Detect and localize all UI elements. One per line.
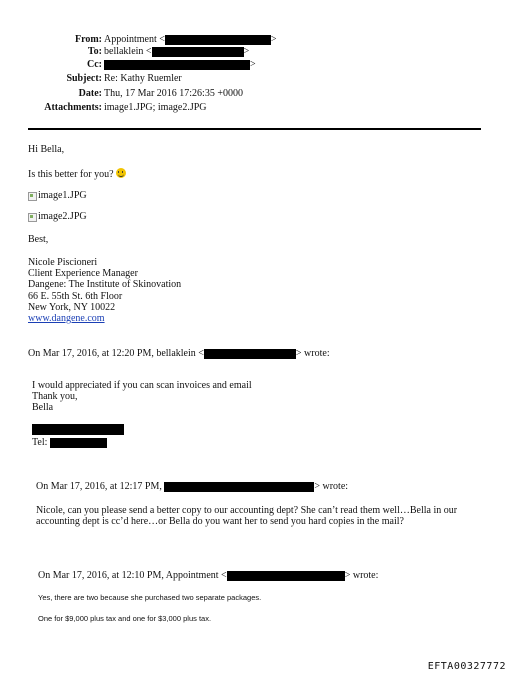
tel-label: Tel:: [32, 437, 48, 448]
to-end: >: [243, 46, 250, 57]
redaction-box: [32, 424, 124, 435]
header-divider: [28, 128, 481, 130]
quote3-line-2: One for $9,000 plus tax and one for $3,000 plus tax.: [38, 614, 212, 623]
date-value: Thu, 17 Mar 2016 17:26:35 +0000: [104, 88, 243, 99]
signature-company: Dangene: The Institute of Skinovation: [28, 279, 182, 290]
to-recipient: bellaklein <: [104, 46, 152, 57]
quote3-line-1: Yes, there are two because she purchased two separate packages.: [38, 593, 262, 602]
subject-label: Subject:: [66, 73, 102, 84]
smiley-emoji-icon: [116, 168, 126, 178]
broken-image-icon: [28, 213, 37, 222]
from-end: >: [270, 34, 277, 45]
signature-address-1: 66 E. 55th St. 6th Floor: [28, 291, 123, 302]
image1-name: image1.JPG: [38, 190, 87, 201]
attachments-value[interactable]: image1.JPG; image2.JPG: [104, 102, 207, 113]
to-value[interactable]: [104, 46, 249, 58]
image2-name: image2.JPG: [38, 211, 87, 222]
image1-attachment[interactable]: [28, 190, 87, 202]
redaction-box: [227, 571, 345, 581]
from-label: From:: [74, 34, 102, 45]
question-line: [28, 168, 126, 181]
redaction-box: [204, 349, 296, 359]
question-text: Is this better for you?: [28, 169, 114, 180]
from-value[interactable]: [104, 34, 277, 46]
signature-title: Client Experience Manager: [28, 268, 138, 279]
to-label: To:: [87, 46, 102, 57]
signature-website-link[interactable]: www.dangene.com: [28, 313, 105, 324]
signature-name: Nicole Piscioneri: [28, 257, 98, 268]
quote2-line-2: accounting dept is cc’d here…or Bella do you want her to send you hard copies in the mail?: [36, 516, 404, 527]
document-id: EFTA00327772: [427, 661, 506, 672]
quote3-wrote: > wrote:: [344, 570, 379, 581]
quote3-header: [38, 570, 378, 582]
quote1-header: [28, 348, 330, 360]
from-sender: Appointment <: [104, 34, 165, 45]
cc-label: Cc:: [87, 59, 102, 70]
redaction-box: [165, 35, 271, 45]
redaction-box: [104, 60, 250, 70]
date-label: Date:: [78, 88, 102, 99]
cc-value[interactable]: [104, 59, 256, 71]
quote1-line-1: I would appreciated if you can scan invoices and email: [32, 380, 252, 391]
quote2-header: [36, 481, 348, 493]
redaction-box: [152, 47, 244, 57]
quote2-line-1: Nicole, can you please send a better copy to our accounting dept? She can’t read them well…Bella in our: [36, 505, 458, 516]
quote1-line-3: Bella: [32, 402, 54, 413]
closing: Best,: [28, 234, 49, 245]
signature-address-2: New York, NY 10022: [28, 302, 116, 313]
quote1-intro: On Mar 17, 2016, at 12:20 PM, bellaklein <: [28, 348, 204, 359]
quote3-intro: On Mar 17, 2016, at 12:10 PM, Appointment <: [38, 570, 227, 581]
quote1-tel: [32, 437, 107, 449]
quote1-line-2: Thank you,: [32, 391, 78, 402]
broken-image-icon: [28, 192, 37, 201]
quote2-wrote: > wrote:: [314, 481, 349, 492]
redaction-box: [50, 438, 107, 448]
attachments-label: Attachments:: [44, 102, 102, 113]
redaction-box: [164, 482, 314, 492]
subject-value: Re: Kathy Ruemler: [104, 73, 182, 84]
greeting: Hi Bella,: [28, 144, 65, 155]
cc-end: >: [250, 59, 256, 70]
image2-attachment[interactable]: [28, 211, 87, 223]
quote1-wrote: > wrote:: [295, 348, 330, 359]
quote2-intro: On Mar 17, 2016, at 12:17 PM,: [36, 481, 162, 492]
